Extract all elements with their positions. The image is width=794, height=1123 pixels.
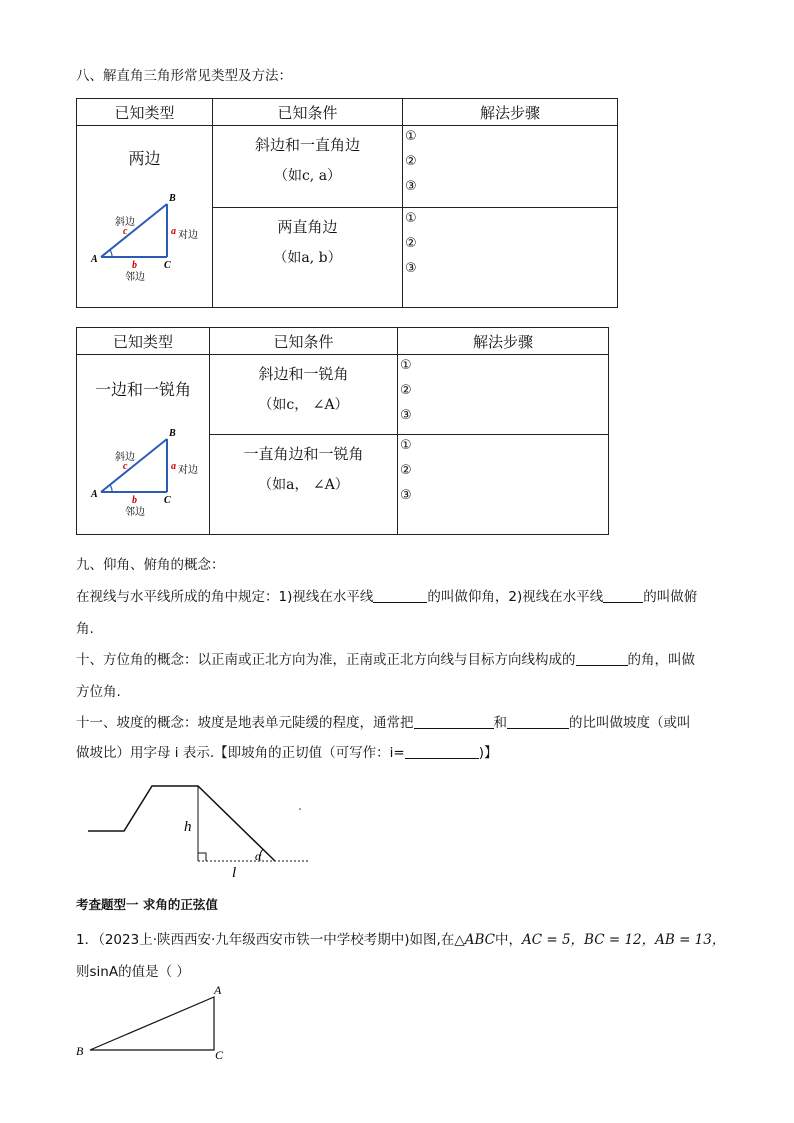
step-2: ②	[400, 463, 412, 478]
opposite-side-label: 对边	[178, 465, 198, 476]
condition-cell	[210, 435, 398, 535]
hypotenuse-label: 斜边	[115, 452, 135, 463]
condition-cell	[213, 208, 403, 308]
side-b-label: b	[132, 260, 137, 271]
type-label: 一边和一锐角	[94, 380, 191, 399]
blank-bearing-angle[interactable]	[576, 651, 628, 666]
header-solution-steps: 解法步骤	[398, 328, 609, 355]
step-3: ③	[405, 179, 417, 194]
steps-cell	[398, 435, 609, 535]
step-1: ①	[400, 438, 412, 453]
slope-diagram	[80, 780, 320, 880]
question-type-title: 考查题型一 求角的正弦值	[76, 897, 218, 912]
solve-table-two-sides	[76, 98, 618, 308]
step-3: ③	[400, 488, 412, 503]
vertex-A-label: A	[91, 489, 98, 500]
blank-elevation[interactable]	[373, 588, 427, 603]
blank-slope-vertical[interactable]	[414, 714, 494, 729]
steps-cell	[403, 208, 618, 308]
step-2: ②	[405, 154, 417, 169]
condition-name: 斜边和一直角边	[254, 136, 360, 154]
step-2: ②	[400, 383, 412, 398]
vertex-C-label: C	[215, 1048, 224, 1062]
steps-cell	[403, 126, 618, 208]
condition-cell	[213, 126, 403, 208]
vertex-B-label: B	[76, 1044, 84, 1058]
section9-heading: 九、仰角、俯角的概念：	[76, 557, 225, 573]
side-a-label: a	[171, 461, 176, 472]
side-b-label: b	[132, 495, 137, 506]
section8-heading: 八、解直角三角形常见类型及方法：	[76, 68, 292, 84]
type-label: 两边	[128, 149, 161, 168]
vertex-C-label: C	[164, 495, 171, 506]
blank-slope-ratio[interactable]	[405, 744, 479, 759]
step-1: ①	[405, 211, 417, 226]
condition-name: 两直角边	[277, 218, 338, 236]
condition-example: （如a， ∠A）	[258, 477, 349, 493]
hypotenuse-label: 斜边	[115, 217, 135, 228]
side-c-label: c	[123, 226, 128, 237]
section10-continuation: 方位角.	[76, 684, 121, 700]
step-1: ①	[405, 129, 417, 144]
section9-definition: 在视线与水平线所成的角中规定：1)视线在水平线 的叫做仰角，2)视线在水平线 的叫做俯	[76, 589, 698, 605]
condition-name: 斜边和一锐角	[258, 365, 349, 383]
problem1-statement: 1．（2023上·陕西西安·九年级西安市铁一中学校考期中)如图,在△ABC中，AC = 5，BC = 12，AB = 13，	[76, 932, 726, 948]
header-solution-steps: 解法步骤	[403, 99, 618, 126]
solve-table-side-angle	[76, 327, 609, 535]
adjacent-side-label: 邻边	[125, 272, 145, 282]
section11-definition: 十一、坡度的概念：坡度是地表单元陡缓的程度，通常把 和 的比叫做坡度（或叫	[76, 715, 691, 731]
problem1-triangle-figure	[74, 983, 234, 1063]
condition-cell	[210, 355, 398, 435]
blank-slope-horizontal[interactable]	[507, 714, 569, 729]
opposite-side-label: 对边	[178, 230, 198, 241]
right-triangle-figure	[85, 192, 205, 282]
step-1: ①	[400, 358, 412, 373]
type-cell-side-angle	[77, 355, 210, 535]
steps-cell	[398, 355, 609, 435]
vertex-B-label: B	[169, 428, 176, 439]
section9-continuation: 角.	[76, 621, 94, 637]
section11-continuation: 做坡比）用字母 i 表示.【即坡角的正切值（可写作：i= )】	[76, 745, 498, 761]
header-known-condition: 已知条件	[213, 99, 403, 126]
header-known-condition: 已知条件	[210, 328, 398, 355]
condition-example: （如a, b）	[273, 250, 342, 266]
height-label: h	[184, 819, 192, 835]
triangle-name: △ABC	[454, 932, 495, 948]
condition-example: （如c， ∠A）	[258, 397, 349, 413]
problem1-question: 则sinA的值是（ ）	[76, 964, 190, 980]
vertex-C-label: C	[164, 260, 171, 271]
step-3: ③	[405, 261, 417, 276]
condition-example: （如c, a）	[273, 168, 342, 184]
side-a-label: a	[171, 226, 176, 237]
angle-alpha-label: α	[255, 849, 262, 863]
vertex-B-label: B	[169, 193, 176, 204]
right-triangle-figure	[85, 427, 205, 517]
condition-name: 一直角边和一锐角	[243, 445, 364, 463]
vertex-A-label: A	[214, 983, 222, 997]
type-cell-two-sides	[77, 126, 213, 308]
adjacent-side-label: 邻边	[125, 507, 145, 517]
header-known-type: 已知类型	[77, 99, 213, 126]
side-c-label: c	[123, 461, 128, 472]
step-2: ②	[405, 236, 417, 251]
header-known-type: 已知类型	[77, 328, 210, 355]
vertex-A-label: A	[91, 254, 98, 265]
given-lengths: AC = 5，BC = 12，AB = 13，	[521, 932, 726, 948]
section10-definition: 十、方位角的概念：以正南或正北方向为准，正南或正北方向线与目标方向线构成的 的角，叫做	[76, 652, 695, 668]
blank-depression[interactable]	[603, 588, 643, 603]
step-3: ③	[400, 408, 412, 423]
length-label: l	[232, 865, 237, 880]
